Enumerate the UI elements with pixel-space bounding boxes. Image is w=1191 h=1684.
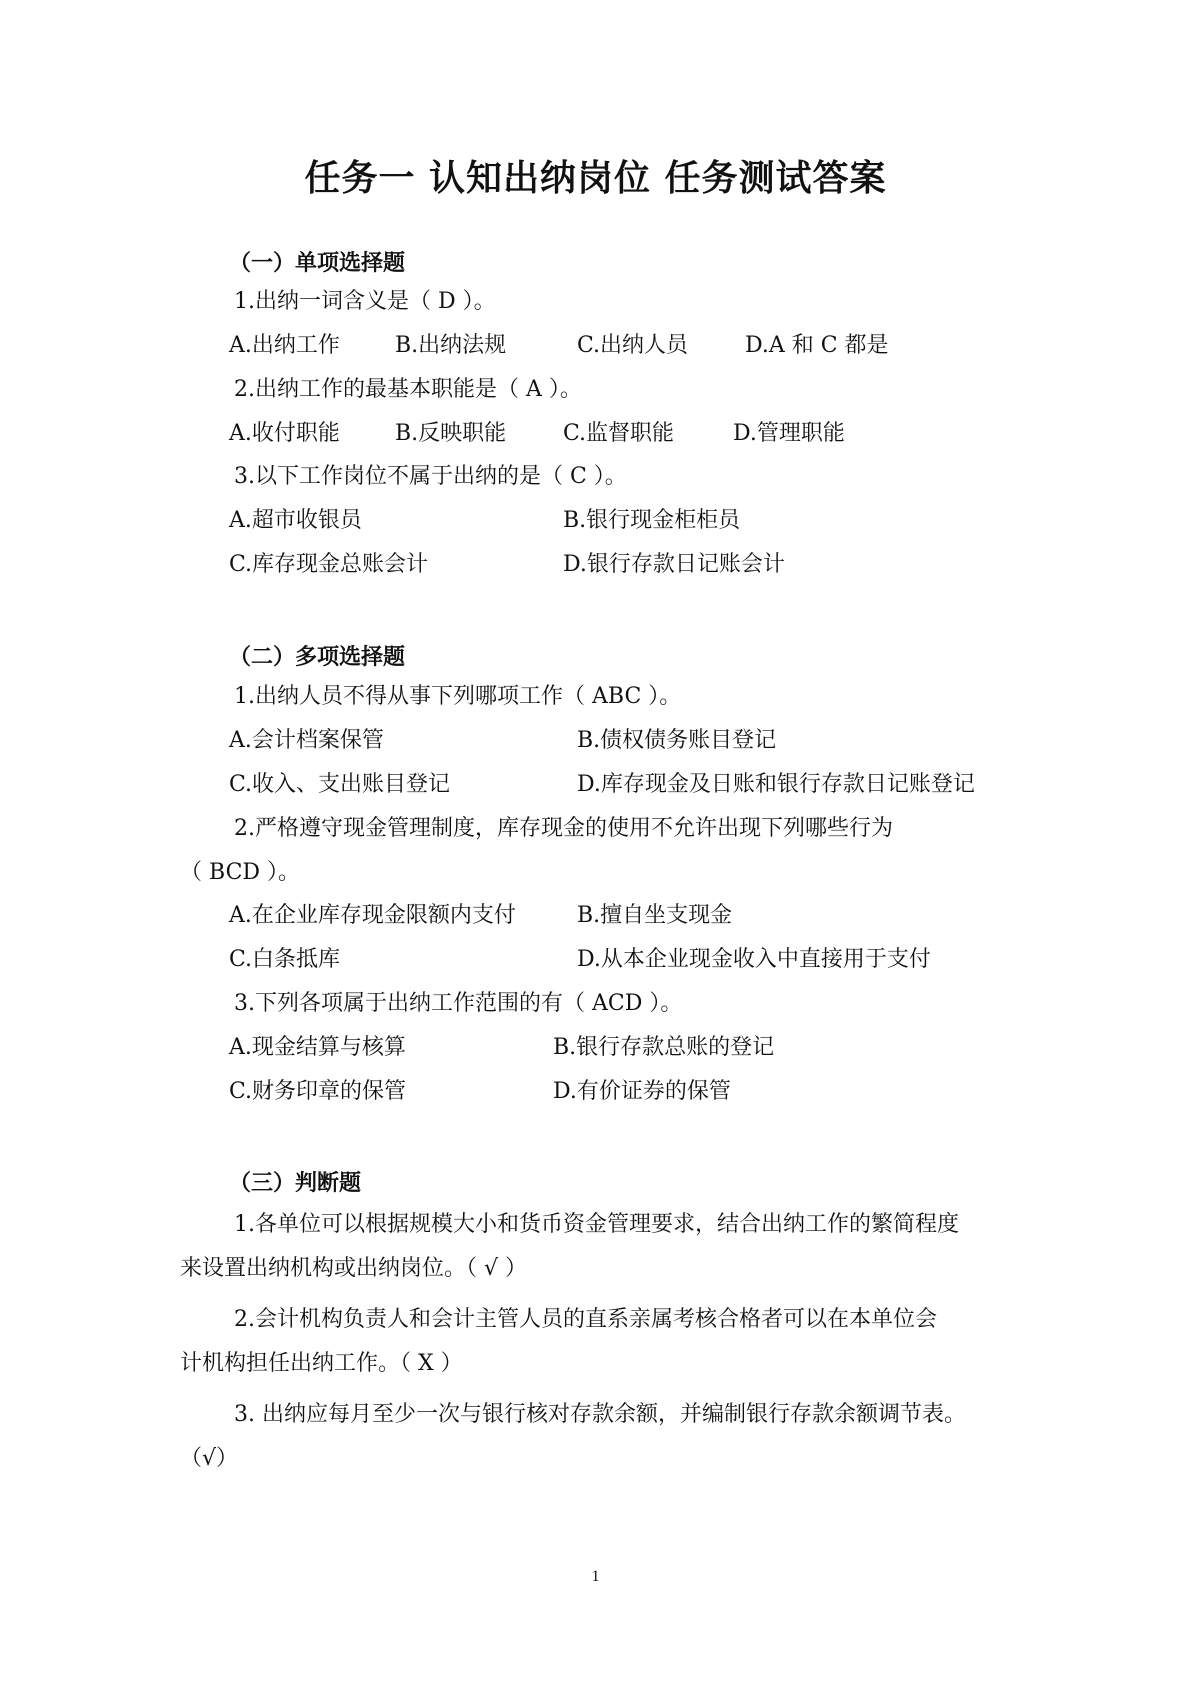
- option: C.监督职能: [563, 421, 675, 446]
- question-text-continued: （ BCD ）。: [180, 860, 301, 885]
- option: A.在企业库存现金限额内支付: [229, 903, 516, 928]
- option: A.超市收银员: [229, 508, 362, 533]
- question-text: 1.出纳人员不得从事下列哪项工作（ ABC ）。: [234, 684, 682, 709]
- question-text: 2.会计机构负责人和会计主管人员的直系亲属考核合格者可以在本单位会: [234, 1307, 937, 1332]
- question-text: 1.各单位可以根据规模大小和货币资金管理要求，结合出纳工作的繁简程度: [234, 1212, 959, 1237]
- option: B.出纳法规: [395, 333, 507, 358]
- question-text-continued: 计机构担任出纳工作。（ X ）: [180, 1351, 463, 1376]
- question-text: 2.出纳工作的最基本职能是（ A ）。: [234, 377, 582, 402]
- option: D.库存现金及日账和银行存款日记账登记: [577, 772, 975, 797]
- question-text: 1.出纳一词含义是（ D ）。: [234, 289, 496, 314]
- option: D.银行存款日记账会计: [563, 552, 785, 577]
- page-title: 任务一 认知出纳岗位 任务测试答案: [304, 158, 887, 199]
- question-text: 2.严格遵守现金管理制度，库存现金的使用不允许出现下列哪些行为: [234, 816, 893, 841]
- section-heading-true-false: （三）判断题: [229, 1171, 362, 1196]
- option: B.债权债务账目登记: [577, 728, 777, 753]
- option: C.白条抵库: [229, 947, 341, 972]
- question-text: 3.以下工作岗位不属于出纳的是（ C ）。: [234, 464, 627, 489]
- page-number: 1: [591, 1568, 600, 1585]
- section-heading-single-choice: （一）单项选择题: [229, 251, 406, 276]
- option: D.A 和 C 都是: [745, 333, 889, 358]
- option: A.现金结算与核算: [229, 1035, 406, 1060]
- option: B.银行存款总账的登记: [553, 1035, 775, 1060]
- option: C.库存现金总账会计: [229, 552, 429, 577]
- option: C.出纳人员: [577, 333, 689, 358]
- question-text-continued: 来设置出纳机构或出纳岗位。（ √ ）: [180, 1256, 528, 1281]
- question-text: 3. 出纳应每月至少一次与银行核对存款余额，并编制银行存款余额调节表。: [234, 1402, 966, 1427]
- option: D.从本企业现金收入中直接用于支付: [577, 947, 931, 972]
- option: B.银行现金柜柜员: [563, 508, 741, 533]
- section-heading-multiple-choice: （二）多项选择题: [229, 645, 406, 670]
- question-text: 3.下列各项属于出纳工作范围的有（ ACD ）。: [234, 991, 683, 1016]
- option: B.反映职能: [395, 421, 507, 446]
- option: C.收入、支出账目登记: [229, 772, 451, 797]
- option: B.擅自坐支现金: [577, 903, 733, 928]
- question-text-continued: （√）: [180, 1446, 239, 1471]
- option: D.有价证券的保管: [553, 1079, 731, 1104]
- option: A.出纳工作: [229, 333, 340, 358]
- option: C.财务印章的保管: [229, 1079, 407, 1104]
- option: D.管理职能: [733, 421, 845, 446]
- option: A.收付职能: [229, 421, 340, 446]
- option: A.会计档案保管: [229, 728, 384, 753]
